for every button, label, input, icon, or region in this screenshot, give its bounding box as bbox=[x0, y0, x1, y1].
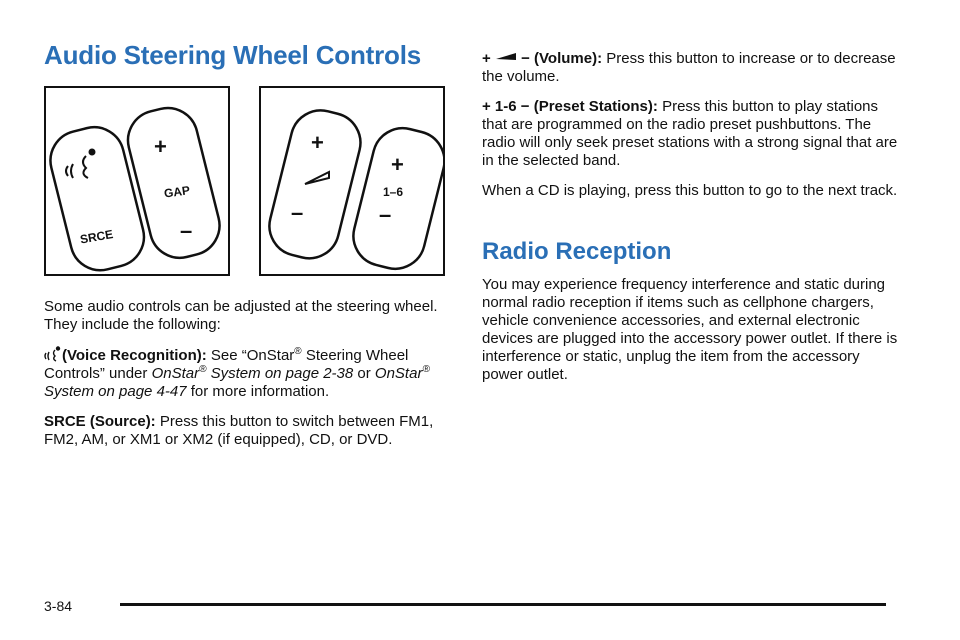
page-number: 3-84 bbox=[44, 598, 73, 614]
onstar-link-2[interactable]: OnStar® System on page 4-47 bbox=[44, 364, 430, 400]
preset-label-text: + 1-6 − (Preset Stations): bbox=[482, 98, 658, 115]
footer-rule bbox=[120, 603, 886, 606]
preset-text: Press this button to play stations that are programmed on the radio preset pushbuttons. The radio will only seek preset stations with a strong signal that are in the selected band. bbox=[482, 98, 898, 169]
voice-text: Steering Wheel Controls” under bbox=[44, 347, 409, 382]
srce-label-text: SRCE (Source): bbox=[44, 413, 156, 430]
gap-plus-label: + bbox=[154, 134, 167, 159]
onstar-link-1[interactable]: OnStar® System on page 2-38 bbox=[151, 364, 354, 382]
radio-reception-paragraph: You may experience frequency interference and static during normal radio reception if items such as cellphone chargers, vehicle convenience accessories, and external electronic devices are plugged into the accessory power outlet. If there is interference or static, unplug the item from the accessory power outlet. bbox=[482, 276, 898, 383]
volume-wedge-icon bbox=[305, 172, 329, 184]
volume-plus: + bbox=[482, 50, 495, 67]
gap-minus-label: – bbox=[180, 218, 193, 243]
volume-minus: − bbox=[516, 50, 535, 67]
volume-minus-label: – bbox=[291, 200, 304, 225]
voice-text: or bbox=[353, 365, 375, 382]
gap-label: GAP bbox=[163, 183, 191, 201]
registered-mark: ® bbox=[294, 346, 302, 357]
radio-reception-section bbox=[482, 276, 902, 396]
voice-label: (Voice Recognition): bbox=[62, 347, 207, 364]
steering-controls-right-figure bbox=[259, 86, 445, 276]
volume-paragraph bbox=[482, 50, 902, 86]
preset-minus-label: – bbox=[379, 202, 392, 227]
voice-paragraph bbox=[44, 346, 454, 401]
radio-reception-heading: Radio Reception bbox=[482, 238, 672, 265]
intro-paragraph: Some audio controls can be adjusted at the steering wheel. They include the following: bbox=[44, 298, 438, 333]
right-column bbox=[482, 50, 902, 212]
volume-plus-label: + bbox=[311, 130, 324, 155]
cd-paragraph: When a CD is playing, press this button to go to the next track. bbox=[482, 182, 898, 199]
steering-controls-left-figure bbox=[44, 86, 230, 276]
srce-label: SRCE bbox=[78, 227, 115, 247]
voice-recognition-icon bbox=[66, 150, 95, 179]
left-column bbox=[44, 298, 454, 461]
preset-label: 1–6 bbox=[383, 185, 404, 199]
voice-recognition-icon bbox=[44, 346, 62, 362]
srce-paragraph bbox=[44, 413, 454, 449]
volume-text: Press this button to increase or to decrease the volume. bbox=[482, 50, 896, 85]
preset-plus-label: + bbox=[391, 152, 404, 177]
srce-text: Press this button to switch between FM1, FM2, AM, or XM1 or XM2 (if equipped), CD, or DVD. bbox=[44, 413, 434, 448]
voice-text: See “OnStar bbox=[210, 347, 295, 364]
preset-paragraph bbox=[482, 98, 902, 170]
volume-wedge-icon bbox=[495, 51, 517, 63]
volume-label: (Volume): bbox=[534, 50, 603, 67]
page-title: Audio Steering Wheel Controls bbox=[44, 40, 421, 70]
voice-text: for more information. bbox=[186, 383, 330, 400]
